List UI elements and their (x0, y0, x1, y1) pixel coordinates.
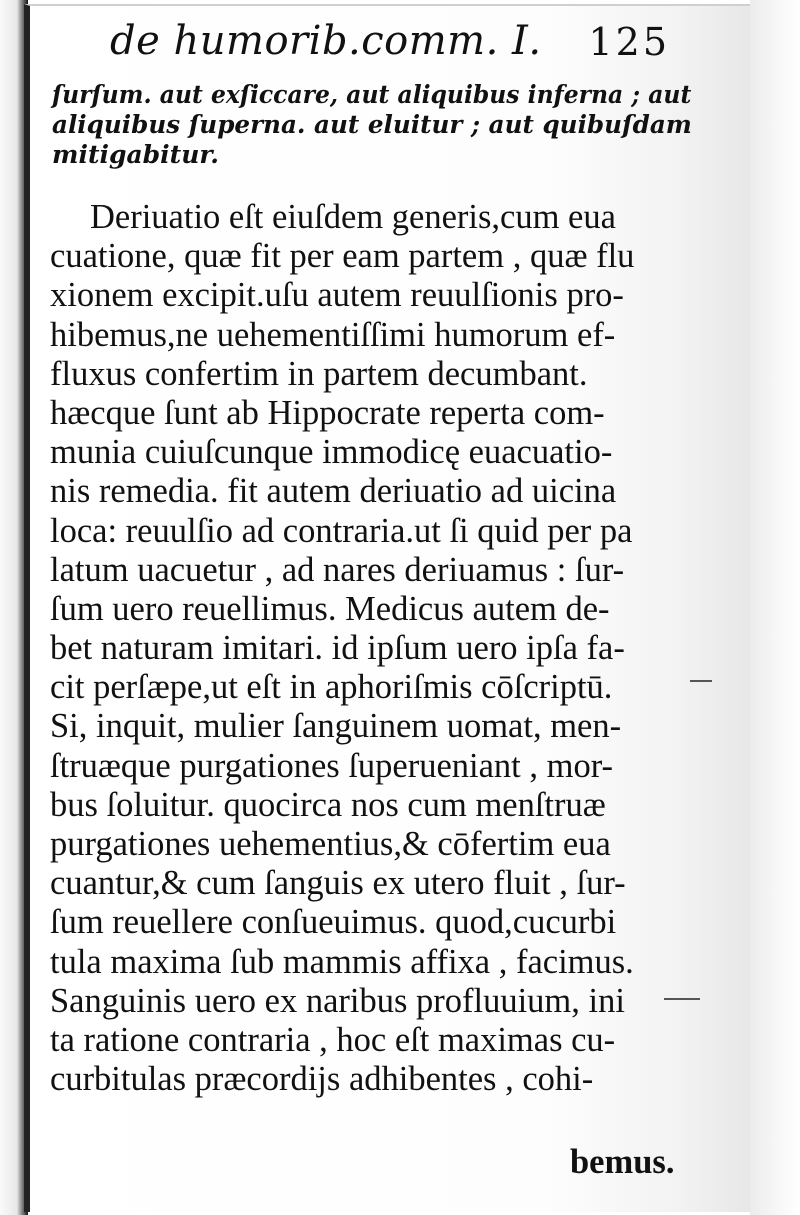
italic-line: ſurſum. aut exſiccare, aut aliquibus inferna ; aut (52, 80, 692, 109)
page-header (110, 18, 670, 78)
text-line: ſum reuellere conſueuimus. quod,cucurbi (50, 903, 617, 942)
text-line: tula maxima ſub mammis affixa , facimus. (50, 942, 634, 981)
text-line: nis remedia. fit autem deriuatio ad uicina (50, 472, 617, 511)
catchword-line: bemus. (570, 1143, 675, 1181)
text-line: Si, inquit, mulier ſanguinem uomat, men- (50, 707, 622, 746)
margin-mark (690, 680, 712, 682)
body-paragraph (50, 198, 690, 1099)
text-line: bus ſoluitur. quocirca nos cum menſtruæ (50, 785, 606, 824)
italic-line: mitigabitur. (52, 140, 219, 169)
text-line: cuatione, quæ fit per eam partem , quæ flu (50, 237, 635, 276)
page-edge (750, 0, 800, 1215)
text-line: bet naturam imitari. id ipſum uero ipſa fa- (50, 629, 625, 668)
text-line: ſtruæque purgationes ſuperueniant , mor- (50, 746, 614, 785)
text-line: ta ratione contraria , hoc eſt maximas cu- (50, 1020, 616, 1059)
text-line: loca: reuulſio ad contraria.ut ſi quid per pa (50, 511, 633, 550)
text-line: xionem excipit.uſu autem reuulſionis pro- (50, 276, 624, 315)
margin-mark (664, 998, 700, 1000)
text-line: munia cuiuſcunque immodicę euacuatio- (50, 433, 613, 472)
text-line: latum uacuetur , ad nares deriuamus : ſur- (50, 550, 625, 589)
italic-paragraph (52, 80, 692, 170)
text-line: cit perſæpe,ut eſt in aphoriſmis cōſcriptū. (50, 668, 613, 707)
running-head: de humorib.comm. I. (110, 18, 542, 64)
text-line: Deriuatio eſt eiuſdem generis,cum eua (90, 198, 616, 236)
text-line: Sanguinis uero ex naribus profluuium, ini (50, 981, 625, 1020)
text-line: hibemus,ne uehementiſſimi humorum ef- (50, 315, 616, 354)
text-line: cuantur,& cum ſanguis ex utero fluit , ſur- (50, 864, 626, 903)
text-line: ſum uero reuellimus. Medicus autem de- (50, 589, 610, 628)
italic-line: aliquibus ſuperna. aut eluitur ; aut quibuſdam (52, 110, 692, 139)
text-line: hæcque ſunt ab Hippocrate reperta com- (50, 393, 605, 432)
text-line: curbitulas præcordijs adhibentes , cohi- (50, 1060, 594, 1099)
page-number: 125 (588, 20, 670, 64)
text-line: fluxus confertim in partem decumbant. (50, 354, 588, 393)
text-line: purgationes uehementius,& cōfertim eua (50, 825, 611, 863)
